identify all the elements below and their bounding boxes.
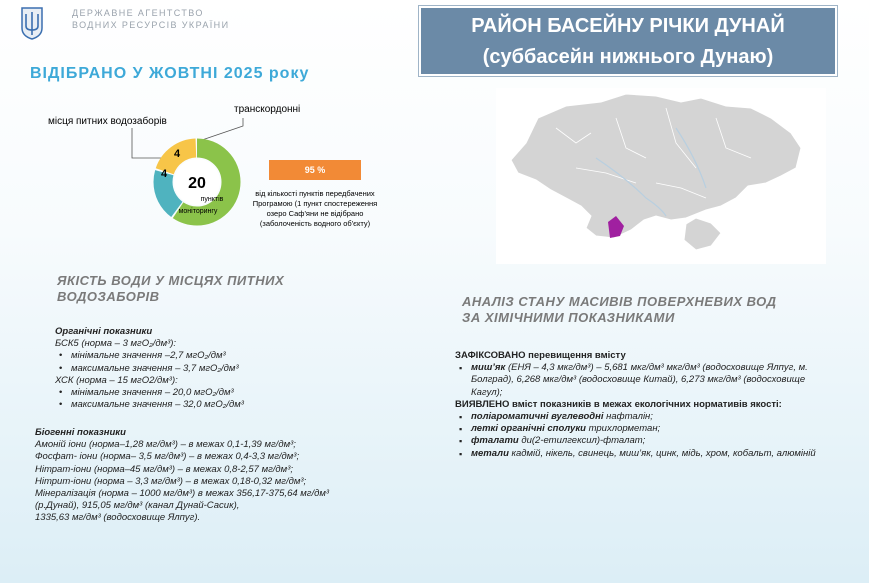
pah-name: поліароматичні вуглеводні bbox=[471, 411, 604, 423]
percent-note: від кількості пунктів передбачених Програмою (1 пункт спостереження озеро Саф'яни не відібрано (заболоченість водного об'єкту) bbox=[252, 189, 378, 228]
selected-title: ВІДІБРАНО У ЖОВТНІ 2025 року bbox=[30, 65, 310, 82]
hsk-header: ХСК (норма – 15 мгО2/дм³): bbox=[55, 374, 178, 386]
label-drinking-intakes: місця питних водозаборів bbox=[48, 116, 167, 127]
trident-emblem-icon bbox=[20, 6, 44, 40]
phthalate-name: фталати bbox=[471, 435, 519, 447]
agency-line-2: ВОДНИХ РЕСУРСІВ УКРАЇНИ bbox=[72, 20, 230, 30]
nitrite-line: Нітрит-іони (норма – 3,3 мг/дм³) – в межах 0,18-0,32 мг/дм³; bbox=[35, 475, 307, 487]
hsk-min: • мінімальне значення – 20,0 мгО₂/дм³ bbox=[71, 387, 415, 399]
donut-value-transboundary: 4 bbox=[173, 148, 181, 160]
leader-line-transboundary bbox=[202, 118, 243, 140]
mineral-line-1: Мінералізація (норма – 1000 мг/дм³) в межах 356,17-375,64 мг/дм³ bbox=[35, 488, 330, 500]
voc-text: трихлорметан; bbox=[585, 423, 661, 435]
found-header: ВИЯВЛЕНО вміст показників в межах екологічних нормативів якості: bbox=[455, 398, 782, 410]
ukraine-map-icon bbox=[496, 88, 826, 264]
nitrate-line: Нітрат-іони (норма–45 мг/дм³) – в межах 0,8-2,57 мг/дм³; bbox=[35, 463, 293, 475]
donut-total-label-2: моніторингу bbox=[178, 208, 218, 215]
donut-total-label-1: пунктів bbox=[200, 196, 224, 203]
percent-badge: 95 % bbox=[269, 160, 361, 180]
arsenic-name: миш’як bbox=[471, 362, 506, 374]
analysis-title-line-1: АНАЛІЗ СТАНУ МАСИВІВ ПОВЕРХНЕВИХ ВОД bbox=[462, 294, 777, 309]
title-line-2: (суббасейн нижнього Дунаю) bbox=[482, 46, 774, 68]
organic-indicators bbox=[55, 326, 415, 411]
metals-item bbox=[471, 448, 830, 460]
bsk-max: • максимальне значення – 3,7 мгО₂/дм³ bbox=[71, 363, 415, 375]
crimea-shape bbox=[684, 218, 721, 250]
biogenic-indicators bbox=[35, 427, 435, 525]
biogenic-header: Біогенні показники bbox=[35, 427, 126, 438]
arsenic-item bbox=[471, 362, 830, 399]
ukraine-shape bbox=[511, 94, 801, 238]
bsk-header: БСК5 (норма – 3 мгО₂/дм³): bbox=[55, 338, 177, 350]
phosphate-line: Фосфат- іони (норма– 3,5 мг/дм³) – в межах 0,4-3,3 мг/дм³; bbox=[35, 451, 300, 463]
metals-name: метали bbox=[471, 447, 509, 459]
mineral-line-2: (р.Дунай), 915,05 мг/дм³ (канал Дунай-Сасик), bbox=[35, 500, 240, 512]
analysis-title bbox=[462, 294, 777, 326]
pah-text: нафталін; bbox=[603, 411, 653, 423]
quality-title-line-2: ВОДОЗАБОРІВ bbox=[57, 289, 160, 304]
label-transboundary: транскордонні bbox=[234, 104, 301, 115]
donut-total: 20 bbox=[188, 175, 206, 192]
donut-value-drinking: 4 bbox=[160, 168, 168, 180]
phthalate-text: ди(2-етилгексил)-фталат; bbox=[518, 435, 646, 447]
voc-name: леткі органічні сполуки bbox=[471, 423, 586, 435]
arsenic-text: (ЕНЯ – 4,3 мкг/дм³) – 5,681 мкг/дм³ мкг/дм³ (водосховище Ялпуг, м. Болград), 6,268 мкг/дм³ (водосховище Китай), 6,273 мкг/дм³ (водосховище Кагул); bbox=[471, 362, 808, 398]
organic-header: Органічні показники bbox=[55, 326, 153, 337]
mineral-line-3: 1335,63 мг/дм³ (водосховище Ялпуг). bbox=[35, 512, 201, 524]
voc-item bbox=[471, 423, 830, 435]
quality-title bbox=[57, 273, 284, 305]
agency-line-1: ДЕРЖАВНЕ АГЕНТСТВО bbox=[72, 8, 204, 18]
quality-title-line-1: ЯКІСТЬ ВОДИ У МІСЦЯХ ПИТНИХ bbox=[57, 273, 285, 288]
agency-name bbox=[72, 7, 229, 31]
analysis-text bbox=[455, 350, 830, 460]
hsk-max: • максимальне значення – 32,0 мгО₂/дм³ bbox=[71, 399, 415, 411]
fixed-header: ЗАФІКСОВАНО перевищення вмісту bbox=[455, 350, 626, 361]
title-line-1: РАЙОН БАСЕЙНУ РІЧКИ ДУНАЙ bbox=[471, 15, 785, 37]
bsk-min: • мінімальне значення –2,7 мгО₂/дм³ bbox=[71, 350, 415, 362]
page-title bbox=[419, 6, 837, 76]
map-panel bbox=[496, 88, 826, 264]
pah-item bbox=[471, 411, 830, 423]
metals-text: кадмій, нікель, свинець, миш’як, цинк, мідь, хром, кобальт, алюміній bbox=[508, 447, 816, 459]
phthalate-item bbox=[471, 435, 830, 447]
ammonium-line: Амоній іони (норма–1,28 мг/дм³) – в межах 0,1-1,39 мг/дм³; bbox=[35, 439, 296, 451]
analysis-title-line-2: ЗА ХІМІЧНИМИ ПОКАЗНИКАМИ bbox=[462, 310, 675, 325]
